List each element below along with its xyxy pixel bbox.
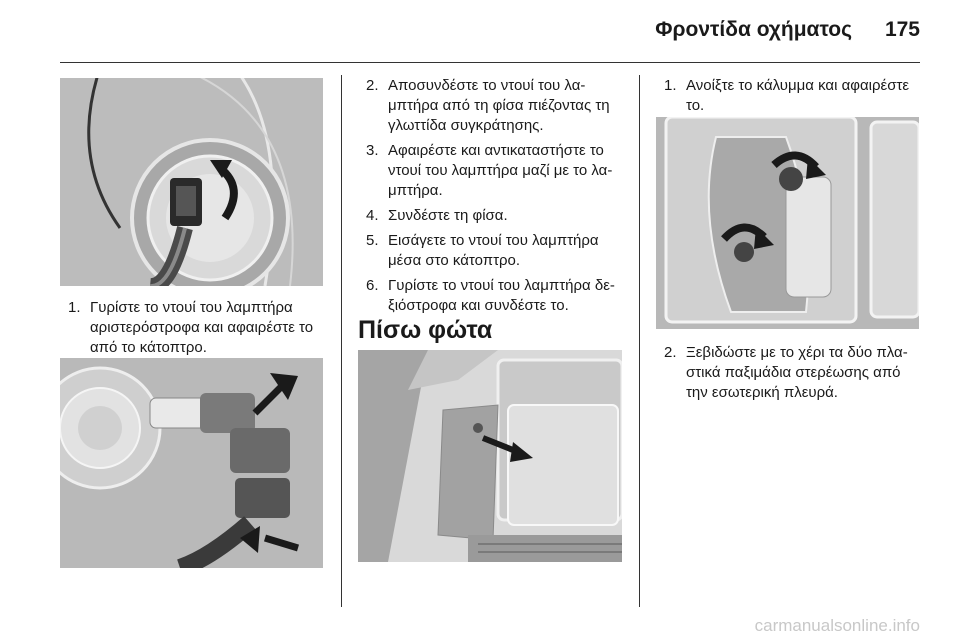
step-number: 1. bbox=[68, 299, 81, 316]
step-text: Ανοίξτε το κάλυμμα και αφαιρέστε το. bbox=[686, 77, 910, 114]
step-text: Συνδέστε τη φίσα. bbox=[388, 207, 508, 224]
watermark: carmanualsonline.info bbox=[754, 616, 920, 635]
right-steps-bottom-list bbox=[664, 343, 926, 408]
list-item bbox=[366, 76, 628, 136]
step-number: 2. bbox=[664, 344, 677, 361]
list-item bbox=[366, 231, 628, 271]
figure-rear-light-nuts bbox=[656, 117, 919, 329]
header-rule bbox=[60, 62, 920, 63]
page-header-title: Φροντίδα οχήματος bbox=[655, 18, 852, 41]
figure-cargo-side-cover bbox=[358, 350, 622, 562]
list-item bbox=[366, 206, 628, 226]
step-text: Εισάγετε το ντουί του λαμπτήρα μέσα στο κάτοπτρο. bbox=[388, 232, 599, 269]
list-item bbox=[664, 343, 926, 403]
figure-bulb-holder-removal bbox=[60, 358, 323, 568]
column-divider-1 bbox=[341, 75, 342, 607]
step-text: Αποσυνδέστε το ντουί του λαμπτήρα από τη φίσα πιέζοντας τη γλωττίδα συγκράτησης. bbox=[388, 77, 610, 134]
left-steps-list bbox=[68, 298, 328, 363]
figure-headlamp-rotate bbox=[60, 78, 323, 286]
list-item bbox=[68, 298, 328, 358]
step-number: 6. bbox=[366, 277, 379, 294]
step-text: Γυρίστε το ντουί του λαμπτήρα αριστερόστροφα και αφαιρέστε το από το κάτοπτρο. bbox=[90, 299, 314, 356]
list-item bbox=[366, 141, 628, 201]
step-number: 1. bbox=[664, 77, 677, 94]
step-text: Γυρίστε το ντουί του λαμπτήρα δεξιόστροφα και συνδέστε το. bbox=[388, 277, 615, 314]
right-steps-top-list bbox=[664, 76, 926, 121]
middle-steps-list bbox=[366, 76, 628, 321]
list-item bbox=[664, 76, 926, 116]
step-text: Ξεβιδώστε με το χέρι τα δύο πλαστικά παξιμάδια στερέωσης από την εσωτερική πλευρά. bbox=[686, 344, 908, 401]
list-item bbox=[366, 276, 628, 316]
step-number: 3. bbox=[366, 142, 379, 159]
step-number: 2. bbox=[366, 77, 379, 94]
step-number: 5. bbox=[366, 232, 379, 249]
page-number: 175 bbox=[884, 18, 920, 41]
column-divider-2 bbox=[639, 75, 640, 607]
step-number: 4. bbox=[366, 207, 379, 224]
section-heading-rear-lights: Πίσω φώτα bbox=[358, 316, 493, 344]
step-text: Αφαιρέστε και αντικαταστήστε το ντουί του λαμπτήρα μαζί με το λαμπτήρα. bbox=[388, 142, 613, 199]
